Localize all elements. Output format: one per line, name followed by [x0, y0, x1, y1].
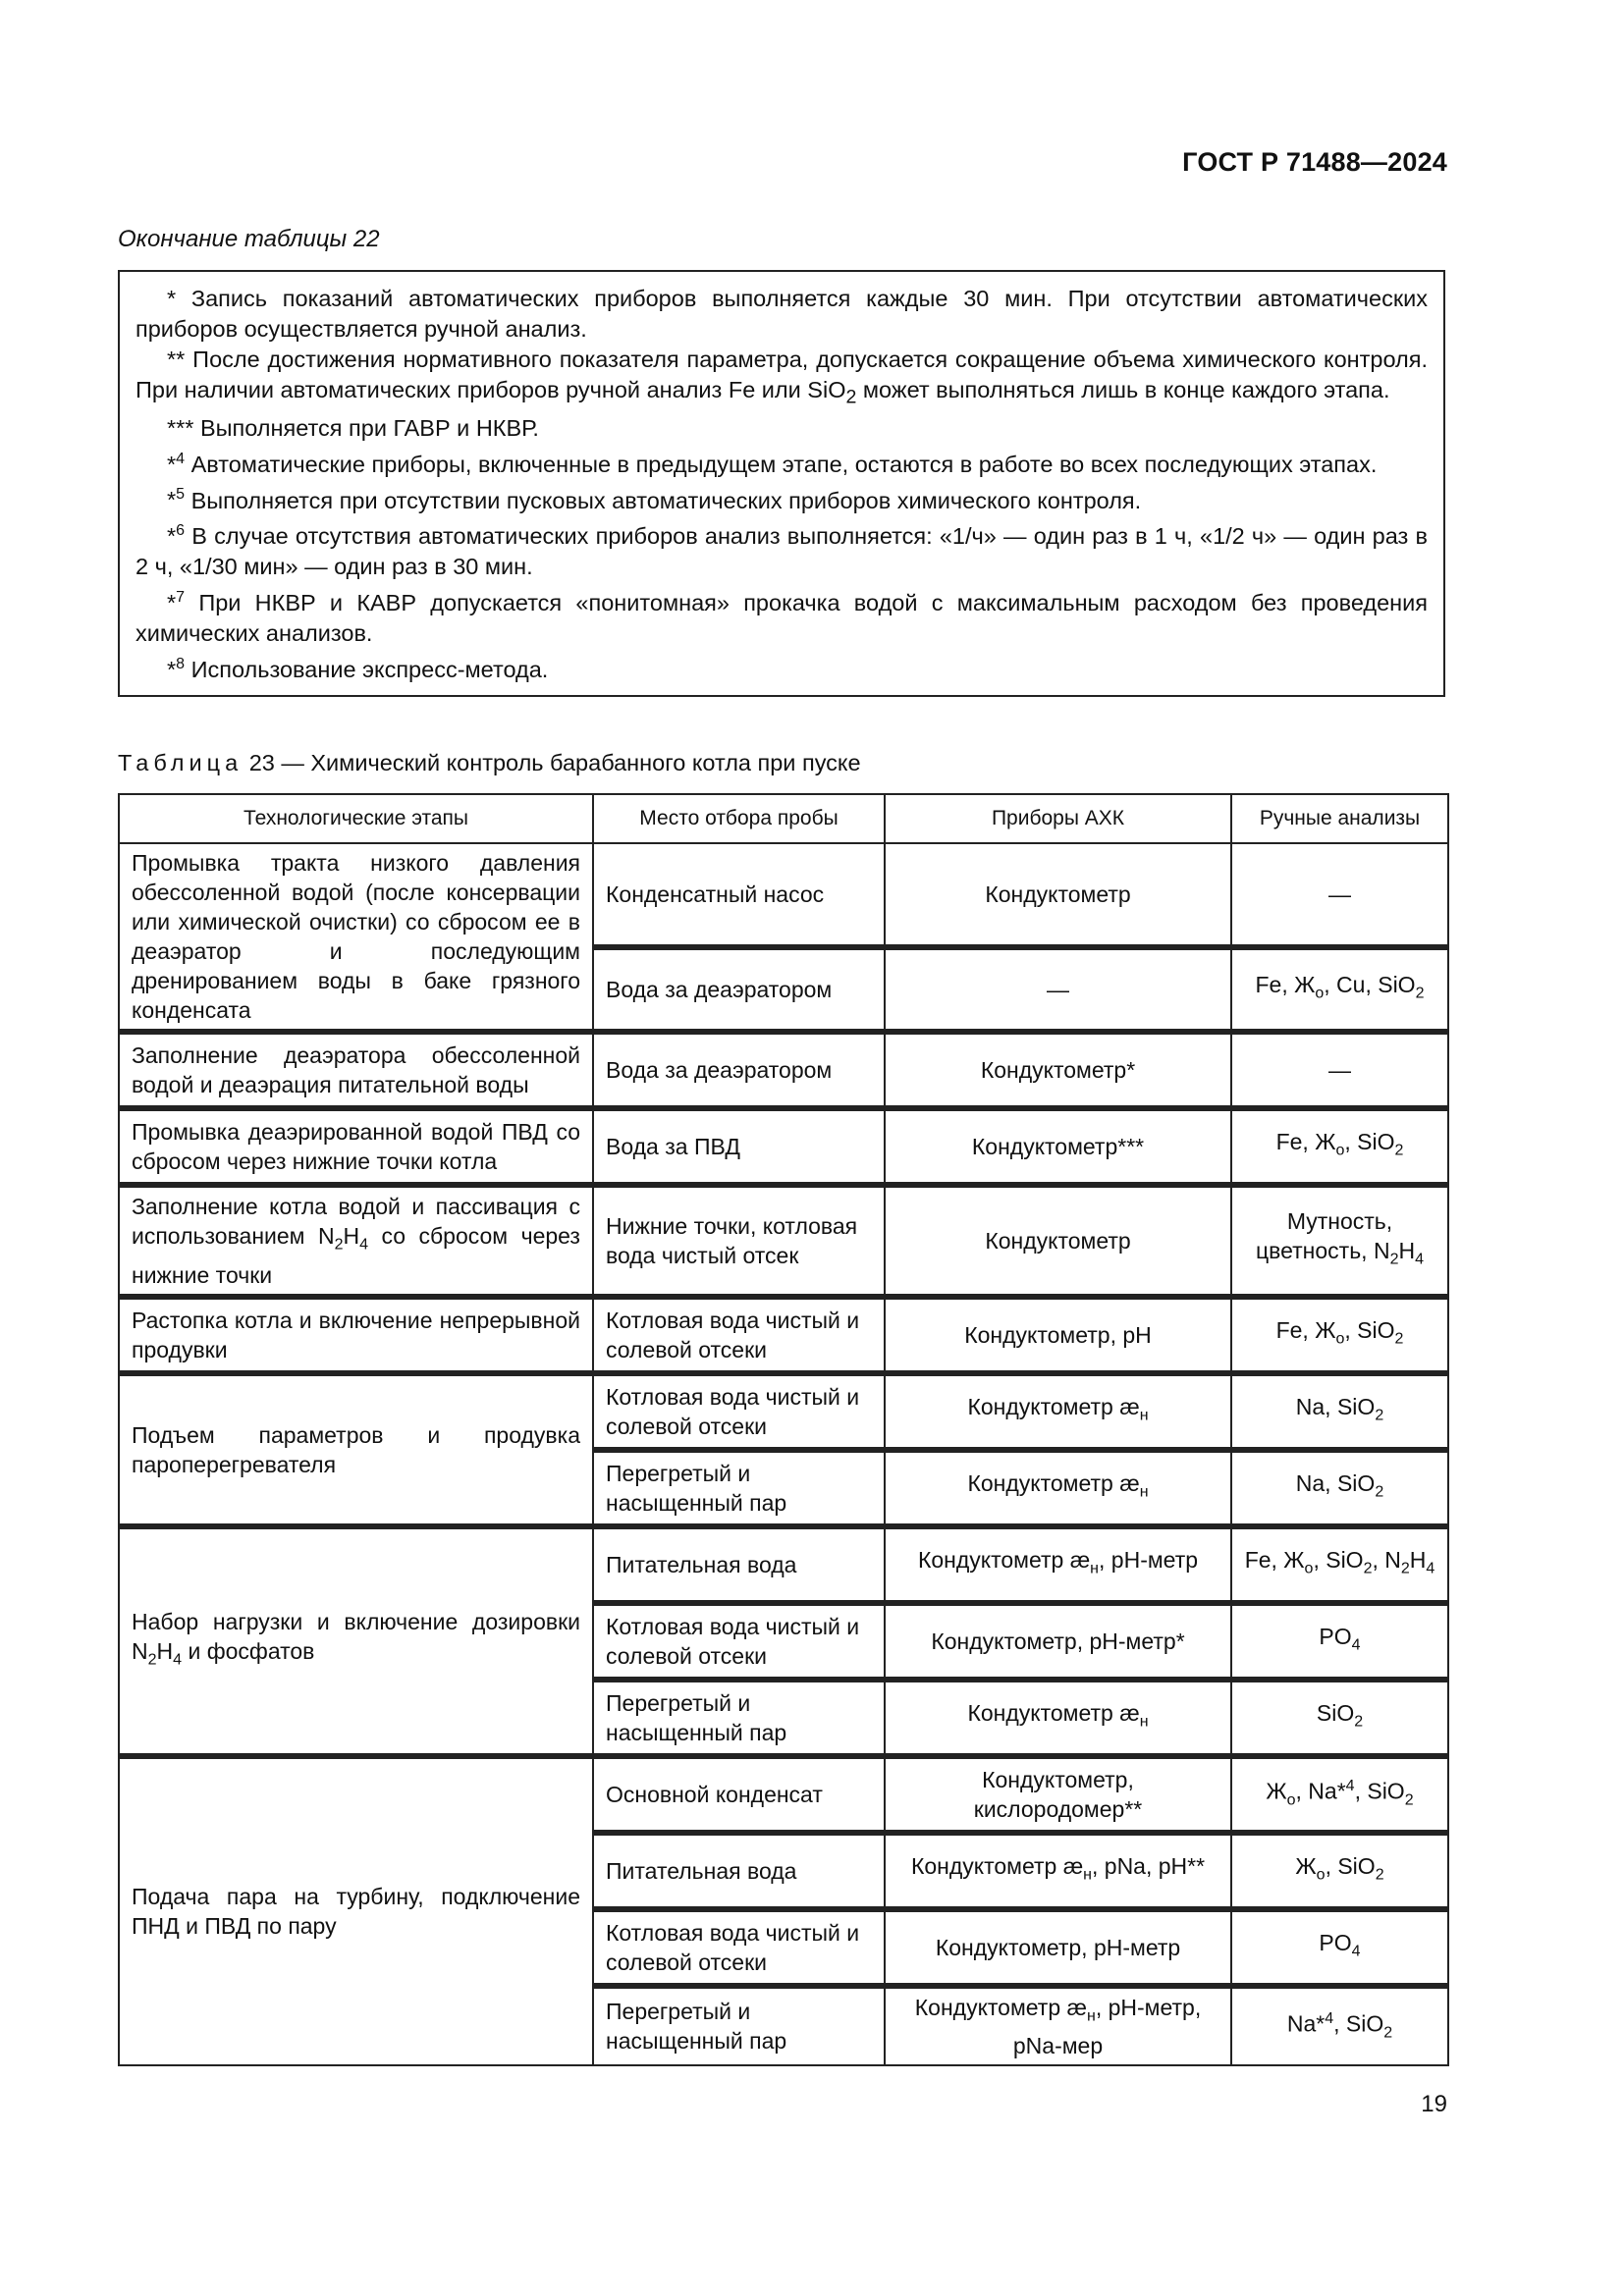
sampling-place-cell: Вода за деаэратором: [593, 947, 885, 1032]
table-row: [119, 1756, 1448, 1833]
manual-analyses-cell: Na, SiO$_2$: [1231, 1373, 1448, 1450]
note-item: [135, 649, 1428, 685]
header-stages: Технологические этапы: [119, 794, 593, 843]
table-22-notes: [118, 270, 1445, 697]
devices-cell: Кондуктометр: [885, 1185, 1231, 1297]
manual-analyses-cell: Fe, $Ж_о$, SiO$_2$: [1231, 1297, 1448, 1373]
table-header-row: [119, 794, 1448, 843]
stage-cell: Подъем параметров и продувка пароперегревателя: [119, 1373, 593, 1526]
devices-cell: Кондуктометр $æ_н$: [885, 1680, 1231, 1756]
manual-analyses-cell: Fe, $Ж_о$, SiO$_2$: [1231, 1108, 1448, 1185]
table-row: [119, 1185, 1448, 1297]
devices-cell: Кондуктометр $æ_н$: [885, 1450, 1231, 1526]
manual-analyses-cell: Na*$^4$, SiO$_2$: [1231, 1986, 1448, 2066]
stage-cell: Заполнение деаэратора обессоленной водой и деаэрация питательной воды: [119, 1032, 593, 1108]
table-23-caption: [118, 750, 861, 776]
manual-analyses-cell: $PO_4$: [1231, 1909, 1448, 1986]
sampling-place-cell: Конденсатный насос: [593, 843, 885, 947]
stage-cell: Растопка котла и включение непрерывной продувки: [119, 1297, 593, 1373]
header-devices: Приборы АХК: [885, 794, 1231, 843]
sampling-place-cell: Перегретый и насыщенный пар: [593, 1680, 885, 1756]
devices-cell: Кондуктометр, pH: [885, 1297, 1231, 1373]
note-mark: *$^8$: [167, 656, 186, 682]
table-row: [119, 1108, 1448, 1185]
note-text: Выполняется при ГАВР и НКВР.: [199, 414, 539, 441]
note-text: Использование экспресс-метода.: [190, 656, 549, 682]
note-text: После достижения нормативного показателя параметра, допускается сокращение объема химического контроля. При наличии автоматических приборов ручной анализ Fe или SiO$_2$ может выполняться лишь в конце каждого этапа.: [135, 347, 1429, 408]
devices-cell: Кондуктометр, pH-метр: [885, 1909, 1231, 1986]
stage-cell: Промывка деаэрированной водой ПВД со сбросом через нижние точки котла: [119, 1108, 593, 1185]
table-row: [119, 1373, 1448, 1450]
sampling-place-cell: Вода за деаэратором: [593, 1032, 885, 1108]
sampling-place-cell: Котловая вода чистый и солевой отсеки: [593, 1603, 885, 1680]
manual-analyses-cell: Fe, $Ж_о$, Cu, SiO$_2$: [1231, 947, 1448, 1032]
manual-analyses-cell: $Ж_о$, SiO$_2$: [1231, 1833, 1448, 1909]
manual-analyses-cell: —: [1231, 1032, 1448, 1108]
sampling-place-cell: Перегретый и насыщенный пар: [593, 1986, 885, 2066]
devices-cell: Кондуктометр $æ_н$: [885, 1373, 1231, 1450]
header-sampling-place: Место отбора пробы: [593, 794, 885, 843]
note-mark: *$^5$: [167, 486, 186, 513]
chemical-control-table: [118, 793, 1449, 2066]
table-caption-label: Таблица: [118, 750, 244, 775]
devices-cell: Кондуктометр*: [885, 1032, 1231, 1108]
sampling-place-cell: Питательная вода: [593, 1526, 885, 1603]
sampling-place-cell: Котловая вода чистый и солевой отсеки: [593, 1297, 885, 1373]
note-item: [135, 515, 1428, 582]
stage-cell: Подача пара на турбину, подключение ПНД и ПВД по пару: [119, 1756, 593, 2066]
manual-analyses-cell: $PO_4$: [1231, 1603, 1448, 1680]
devices-cell: Кондуктометр, pH-метр*: [885, 1603, 1231, 1680]
sampling-place-cell: Вода за ПВД: [593, 1108, 885, 1185]
note-mark: *$^4$: [167, 450, 186, 477]
manual-analyses-cell: Fe, $Ж_о$, SiO$_2$, $N_2H_4$: [1231, 1526, 1448, 1603]
devices-cell: Кондуктометр***: [885, 1108, 1231, 1185]
note-mark: ***: [167, 414, 200, 441]
page-number: 19: [1421, 2091, 1447, 2117]
sampling-place-cell: Питательная вода: [593, 1833, 885, 1909]
note-mark: **: [167, 347, 193, 372]
sampling-place-cell: Основной конденсат: [593, 1756, 885, 1833]
note-text: Запись показаний автоматических приборов выполняется каждые 30 мин. При отсутствии автоматических приборов осуществляется ручной анализ.: [135, 286, 1428, 342]
manual-analyses-cell: —: [1231, 843, 1448, 947]
sampling-place-cell: Котловая вода чистый и солевой отсеки: [593, 1373, 885, 1450]
table-row: [119, 1297, 1448, 1373]
note-item: [135, 444, 1428, 480]
manual-analyses-cell: Мутность, цветность, $N_2H_4$: [1231, 1185, 1448, 1297]
note-item: [135, 582, 1428, 649]
devices-cell: Кондуктометр, кислородомер**: [885, 1756, 1231, 1833]
header-manual-analyses: Ручные анализы: [1231, 794, 1448, 843]
note-mark: *$^7$: [167, 589, 186, 615]
devices-cell: Кондуктометр $æ_н$, pNa, pH**: [885, 1833, 1231, 1909]
note-mark: *$^6$: [167, 522, 186, 550]
sampling-place-cell: Котловая вода чистый и солевой отсеки: [593, 1909, 885, 1986]
note-text: В случае отсутствия автоматических приборов анализ выполняется: «1/ч» — один раз в 1 ч, «1/2 ч» — один раз в 2 ч, «1/30 мин» — один раз в 30 мин.: [135, 523, 1429, 580]
note-mark: *: [167, 286, 191, 311]
devices-cell: —: [885, 947, 1231, 1032]
manual-analyses-cell: Na, SiO$_2$: [1231, 1450, 1448, 1526]
manual-analyses-cell: SiO$_2$: [1231, 1680, 1448, 1756]
manual-analyses-cell: $Ж_о$, Na*$^4$, SiO$_2$: [1231, 1756, 1448, 1833]
note-item: [135, 413, 1428, 444]
note-text: При НКВР и КАВР допускается «понитомная» прокачка водой с максимальным расходом без проведения химических анализов.: [135, 590, 1429, 646]
note-text: Автоматические приборы, включенные в предыдущем этапе, остаются в работе во всех последующих этапах.: [190, 451, 1378, 477]
standard-code: ГОСТ Р 71488—2024: [1182, 147, 1447, 177]
table-row: [119, 1526, 1448, 1603]
stage-cell: Промывка тракта низкого давления обессоленной водой (после консервации или химической очистки) со сбросом ее в деаэратор и последующим дренированием воды в баке грязного конденсата: [119, 843, 593, 1032]
devices-cell: Кондуктометр: [885, 843, 1231, 947]
note-item: [135, 345, 1428, 413]
devices-cell: Кондуктометр $æ_н$, pH-метр: [885, 1526, 1231, 1603]
sampling-place-cell: Перегретый и насыщенный пар: [593, 1450, 885, 1526]
stage-cell: Заполнение котла водой и пассивация с использованием $N_2H_4$ со сбросом через нижние точки: [119, 1185, 593, 1297]
table-caption-text: 23 — Химический контроль барабанного котла при пуске: [248, 750, 861, 775]
table-row: [119, 1032, 1448, 1108]
note-text: Выполняется при отсутствии пусковых автоматических приборов химического контроля.: [190, 487, 1142, 513]
stage-cell: Набор нагрузки и включение дозировки $N_2H_4$ и фосфатов: [119, 1526, 593, 1756]
table-row: [119, 843, 1448, 947]
note-item: [135, 284, 1428, 345]
note-item: [135, 480, 1428, 516]
sampling-place-cell: Нижние точки, котловая вода чистый отсек: [593, 1185, 885, 1297]
table-continuation-label: Окончание таблицы 22: [118, 226, 380, 252]
devices-cell: Кондуктометр $æ_н$, pH-метр, pNa-мер: [885, 1986, 1231, 2066]
